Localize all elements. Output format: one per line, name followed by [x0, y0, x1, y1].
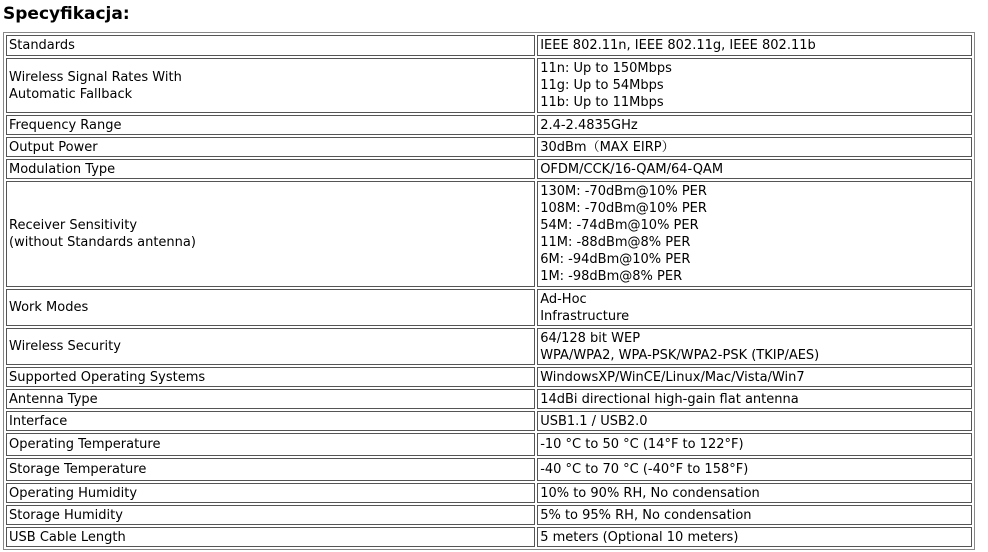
spec-label-text: Operating Temperature [9, 437, 161, 452]
spec-value-text: -40 °C to 70 °C (-40°F to 158°F) [540, 462, 749, 477]
spec-label-cell [6, 35, 535, 56]
spec-row [6, 458, 972, 481]
spec-row [6, 328, 972, 365]
spec-value-cell [537, 159, 972, 179]
spec-value-cell [537, 115, 972, 135]
spec-value-text: IEEE 802.11n, IEEE 802.11g, IEEE 802.11b [540, 38, 816, 53]
spec-value-text: 30dBm（MAX EIRP） [540, 139, 675, 155]
spec-label-cell [6, 137, 535, 157]
spec-label-cell [6, 367, 535, 387]
spec-label-cell [6, 115, 535, 135]
spec-label-text: Standards [9, 38, 75, 53]
spec-row [6, 411, 972, 431]
spec-label-cell [6, 289, 535, 326]
spec-row [6, 433, 972, 456]
spec-value-text: 54M: -74dBm@10% PER [540, 218, 699, 233]
spec-value-text: 2.4-2.4835GHz [540, 117, 638, 133]
spec-label-cell [6, 433, 535, 456]
spec-row [6, 527, 972, 547]
spec-label-cell [6, 458, 535, 481]
spec-label-cell [6, 328, 535, 365]
spec-label-cell [6, 389, 535, 409]
spec-label-cell [6, 159, 535, 179]
spec-value-text: 11g: Up to 54Mbps [540, 78, 664, 93]
spec-label-text: Work Modes [9, 300, 89, 315]
spec-label-cell [6, 527, 535, 547]
spec-value-text: Infrastructure [540, 308, 630, 324]
spec-row [6, 35, 972, 56]
spec-label-text: Wireless Signal Rates With [9, 69, 182, 85]
spec-row [6, 289, 972, 326]
spec-value-text: 14dBi directional high-gain flat antenna [540, 391, 799, 407]
spec-row [6, 137, 972, 157]
spec-value-text: Ad-Hoc [540, 291, 587, 307]
spec-value-cell [537, 137, 972, 157]
spec-label-text: Operating Humidity [9, 485, 138, 501]
spec-value-text: 1M: -98dBm@8% PER [540, 269, 683, 284]
spec-value-cell [537, 505, 972, 525]
spec-row [6, 58, 972, 113]
spec-value-text: 5% to 95% RH, No condensation [540, 507, 752, 523]
spec-label-cell [6, 411, 535, 431]
spec-value-text: 10% to 90% RH, No condensation [540, 485, 760, 501]
spec-label-cell [6, 483, 535, 503]
spec-value-cell [537, 411, 972, 431]
spec-label-text: Receiver Sensitivity [9, 218, 138, 233]
spec-row [6, 389, 972, 409]
spec-value-cell [537, 367, 972, 387]
spec-label-text: Wireless Security [9, 339, 121, 354]
spec-row [6, 115, 972, 135]
spec-label-text: Storage Humidity [9, 507, 123, 523]
spec-row [6, 181, 972, 287]
spec-value-text: 64/128 bit WEP [540, 330, 641, 346]
spec-label-text: Storage Temperature [9, 462, 147, 477]
spec-value-text: -10 °C to 50 °C (14°F to 122°F) [540, 437, 744, 452]
spec-row [6, 367, 972, 387]
spec-label-cell [6, 58, 535, 113]
spec-value-cell [537, 328, 972, 365]
spec-value-text: 11n: Up to 150Mbps [540, 61, 672, 76]
spec-label-text: Modulation Type [9, 161, 116, 177]
spec-value-cell [537, 458, 972, 481]
spec-value-cell [537, 389, 972, 409]
spec-row [6, 505, 972, 525]
spec-label-text: Antenna Type [9, 391, 98, 407]
page-title: Specyfikacja: [3, 4, 130, 24]
spec-value-text: 5 meters (Optional 10 meters) [540, 529, 739, 545]
spec-value-text: 11b: Up to 11Mbps [540, 95, 664, 110]
spec-value-text: OFDM/CCK/16-QAM/64-QAM [540, 161, 724, 177]
spec-value-text: WindowsXP/WinCE/Linux/Mac/Vista/Win7 [540, 369, 805, 385]
spec-label-cell [6, 505, 535, 525]
spec-label-text: Output Power [9, 139, 98, 155]
spec-value-text: WPA/WPA2, WPA-PSK/WPA2-PSK (TKIP/AES) [540, 347, 820, 363]
spec-label-cell [6, 181, 535, 287]
spec-row [6, 483, 972, 503]
spec-value-text: 108M: -70dBm@10% PER [540, 201, 707, 216]
spec-value-cell [537, 289, 972, 326]
spec-label-text: Automatic Fallback [9, 86, 133, 102]
specification-table [3, 32, 975, 550]
spec-value-cell [537, 35, 972, 56]
spec-value-text: 6M: -94dBm@10% PER [540, 252, 691, 267]
spec-label-text: Supported Operating Systems [9, 369, 206, 385]
spec-value-text: 130M: -70dBm@10% PER [540, 184, 707, 199]
spec-row [6, 159, 972, 179]
spec-label-text: USB Cable Length [9, 529, 126, 545]
spec-label-text: Interface [9, 413, 68, 429]
spec-value-text: 11M: -88dBm@8% PER [540, 235, 691, 250]
spec-value-cell [537, 58, 972, 113]
specification-table-body [6, 35, 972, 547]
spec-label-text: (without Standards antenna) [9, 235, 196, 250]
spec-value-cell [537, 527, 972, 547]
spec-value-cell [537, 181, 972, 287]
spec-value-cell [537, 433, 972, 456]
spec-value-cell [537, 483, 972, 503]
spec-value-text: USB1.1 / USB2.0 [540, 413, 648, 429]
spec-label-text: Frequency Range [9, 117, 122, 133]
